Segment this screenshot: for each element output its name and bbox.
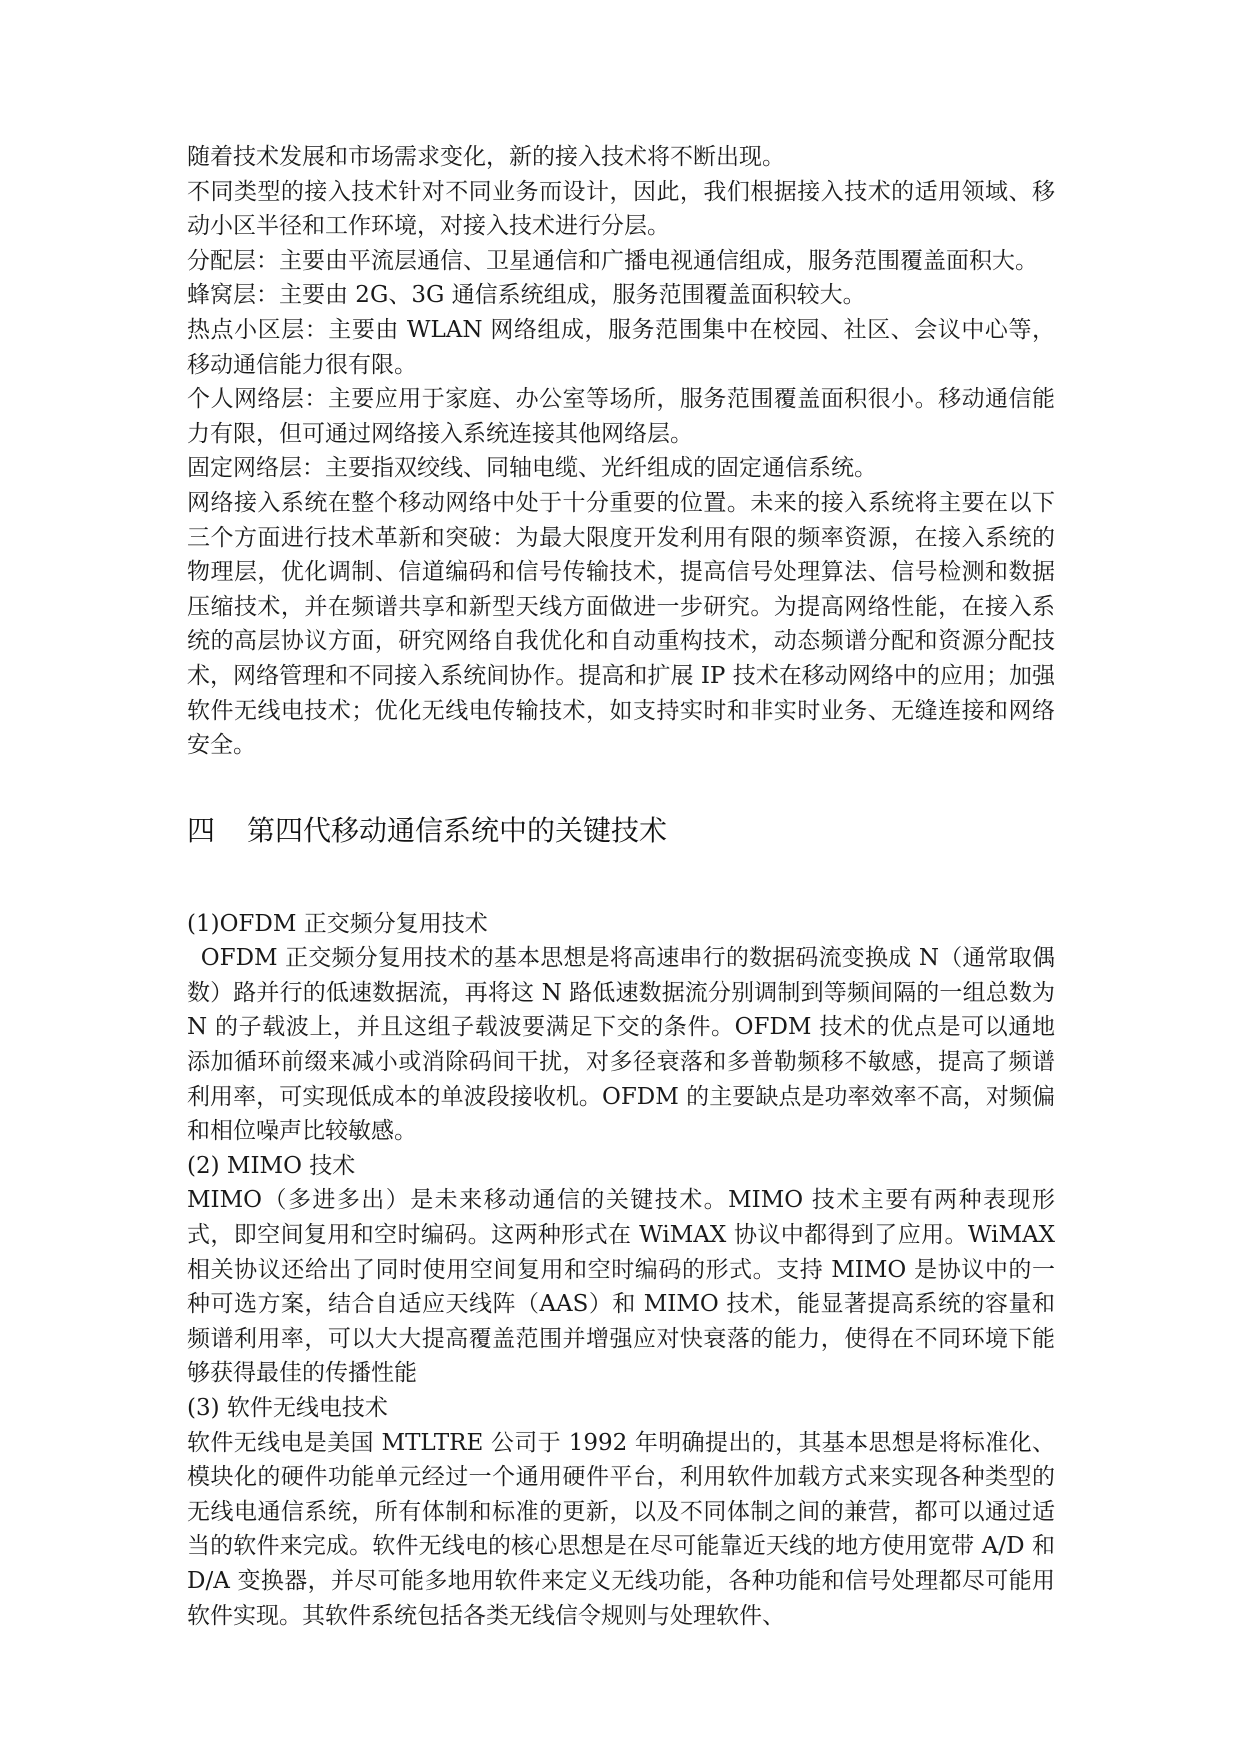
paragraph: 分配层：主要由平流层通信、卫星通信和广播电视通信组成，服务范围覆盖面积大。 <box>187 247 1038 274</box>
subsection-heading: (3) 软件无线电技术 <box>187 1395 388 1421</box>
paragraph: 随着技术发展和市场需求变化，新的接入技术将不断出现。 <box>187 144 785 170</box>
paragraph: 蜂窝层：主要由 2G、3G 通信系统组成，服务范围覆盖面积较大。 <box>187 282 866 309</box>
intro-section <box>187 140 1055 763</box>
subsection-mimo <box>187 1149 1055 1391</box>
section-title: 第四代移动通信系统中的关键技术 <box>247 813 668 847</box>
subsection-heading: (1)OFDM 正交频分复用技术 <box>187 910 488 937</box>
subsection-ofdm <box>187 907 1055 1149</box>
document-page <box>187 140 1055 1633</box>
paragraph: 固定网络层：主要指双绞线、同轴电缆、光纤组成的固定通信系统。 <box>187 455 877 482</box>
section-heading <box>187 811 1055 851</box>
paragraph: OFDM 正交频分复用技术的基本思想是将高速串行的数据码流变换成 N（通常取偶数）路并行的低速数据流，再将这 N 路低速数据流分别调制到等频间隔的一组总数为 N 的子载波上，并且这组子载波要满足下交的条件。OFDM 技术的优点是可以通地添加循环前缀来减小或消除码间干扰，对多径衰落和多普勒频移不敏感，提高了频谱利用率，可实现低成本的单波段接收机。OFDM 的主要缺点是功率效率不高，对频偏和相位噪声比较敏感。 <box>187 945 1055 1145</box>
section-number: 四 <box>187 813 216 847</box>
paragraph: MIMO（多进多出）是未来移动通信的关键技术。MIMO 技术主要有两种表现形式，即空间复用和空时编码。这两种形式在 WiMAX 协议中都得到了应用。WiMAX 相关协议还给出了同时使用空间复用和空时编码的形式。支持 MIMO 是协议中的一种可选方案，结合自适应天线阵（AAS）和 MIMO 技术，能显著提高系统的容量和频谱利用率，可以大大提高覆盖范围并增强应对快衰落的能力，使得在不同环境下能够获得最佳的传播性能 <box>187 1187 1055 1387</box>
paragraph: 个人网络层：主要应用于家庭、办公室等场所，服务范围覆盖面积很小。移动通信能力有限，但可通过网络接入系统连接其他网络层。 <box>187 386 1055 447</box>
paragraph: 不同类型的接入技术针对不同业务而设计，因此，我们根据接入技术的适用领域、移动小区半径和工作环境，对接入技术进行分层。 <box>187 178 1055 240</box>
paragraph: 热点小区层：主要由 WLAN 网络组成，服务范围集中在校园、社区、会议中心等，移动通信能力很有限。 <box>187 316 1055 378</box>
subsection-heading: (2) MIMO 技术 <box>187 1152 356 1179</box>
subsection-sdr <box>187 1391 1055 1633</box>
paragraph: 软件无线电是美国 MTLTRE 公司于 1992 年明确提出的，其基本思想是将标准化、模块化的硬件功能单元经过一个通用硬件平台，利用软件加载方式来实现各种类型的无线电通信系统，所有体制和标准的更新，以及不同体制之间的兼营，都可以通过适当的软件来完成。软件无线电的核心思想是在尽可能靠近天线的地方使用宽带 A/D 和 D/A 变换器，并尽可能多地用软件来定义无线功能，各种功能和信号处理都尽可能用软件实现。其软件系统包括各类无线信令规则与处理软件、 <box>187 1429 1055 1629</box>
paragraph: 网络接入系统在整个移动网络中处于十分重要的位置。未来的接入系统将主要在以下三个方面进行技术革新和突破：为最大限度开发利用有限的频率资源，在接入系统的物理层，优化调制、信道编码和信号传输技术，提高信号处理算法、信号检测和数据压缩技术，并在频谱共享和新型天线方面做进一步研究。为提高网络性能，在接入系统的高层协议方面，研究网络自我优化和自动重构技术，动态频谱分配和资源分配技术，网络管理和不同接入系统间协作。提高和扩展 IP 技术在移动网络中的应用；加强软件无线电技术；优化无线电传输技术，如支持实时和非实时业务、无缝连接和网络安全。 <box>187 489 1055 759</box>
